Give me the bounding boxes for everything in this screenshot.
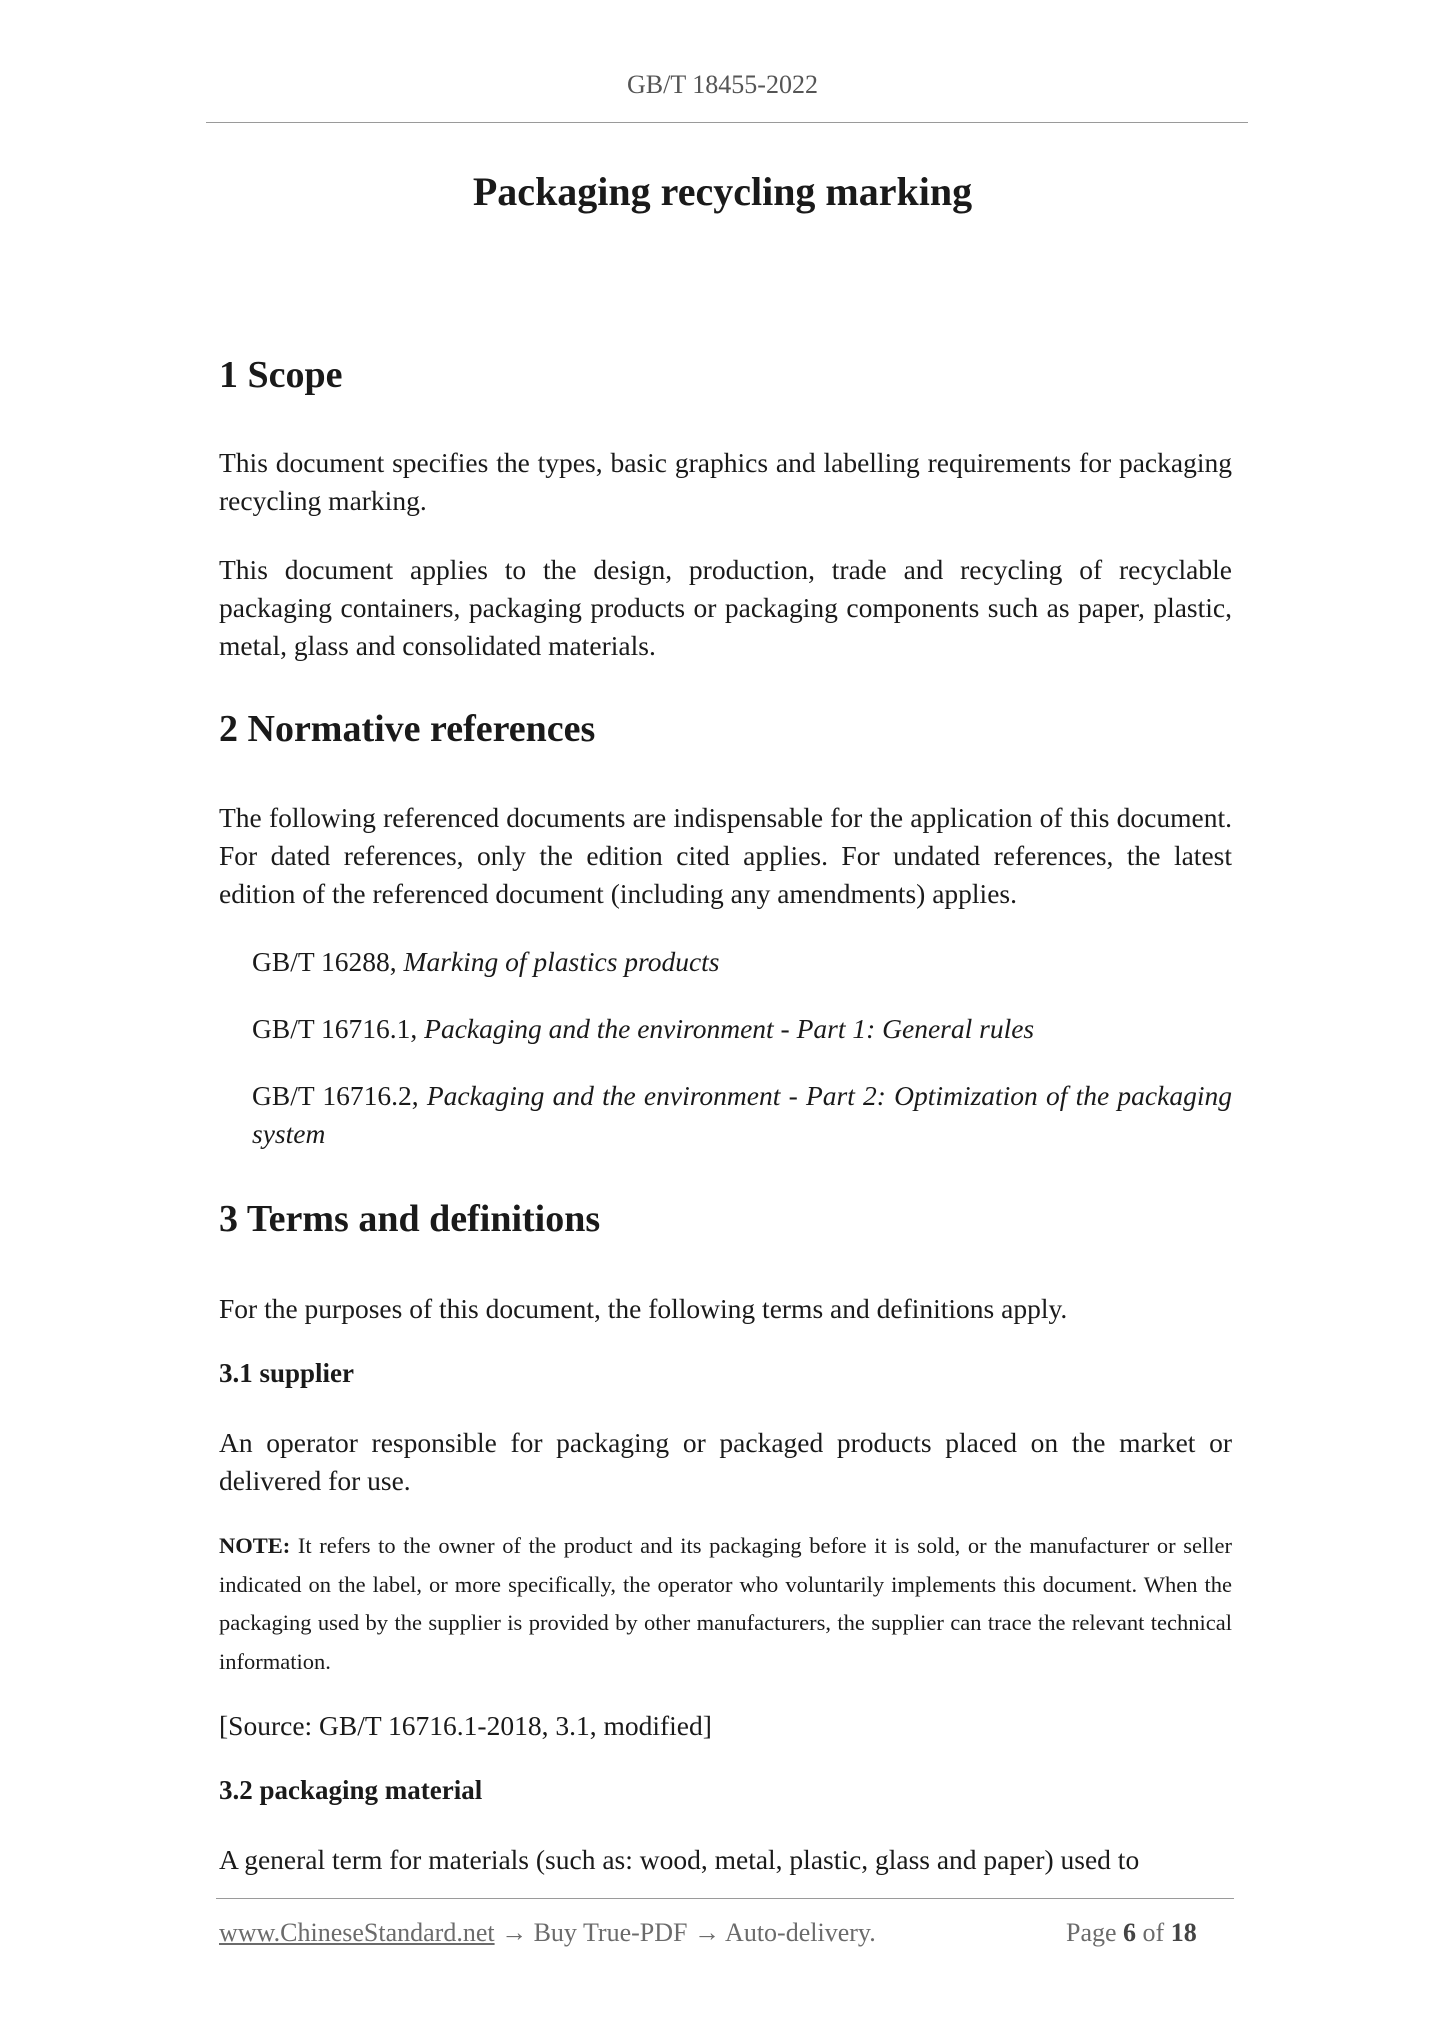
reference-title: Packaging and the environment - Part 1: General rules: [424, 1013, 1035, 1044]
term-heading-supplier: 3.1 supplier: [219, 1358, 355, 1388]
reference-title: Packaging and the environment - Part 2: Optimization of the packaging system: [252, 1080, 1232, 1149]
reference-item: [252, 1077, 1232, 1153]
terms-intro: For the purposes of this document, the following terms and definitions apply.: [219, 1293, 1068, 1324]
promo-text: → Buy True-PDF → Auto-delivery.: [494, 1918, 876, 1947]
page-indicator: [1066, 1918, 1197, 1948]
term-definition-supplier: An operator responsible for packaging or packaged products placed on the market or delivered for use.: [219, 1427, 1232, 1496]
scope-paragraph-1: This document specifies the types, basic graphics and labelling requirements for packaging recycling marking.: [219, 447, 1232, 516]
header-divider: [206, 122, 1248, 123]
reference-code: GB/T 16716.1,: [252, 1013, 425, 1044]
term-note-supplier: [219, 1527, 1232, 1681]
note-text: It refers to the owner of the product and its packaging before it is sold, or the manufacturer or seller indicated on the label, or more specifically, the operator who voluntarily implements this document. When the packaging used by the supplier is provided by other manufacturers, the supplier can trace the relevant technical information.: [219, 1533, 1232, 1674]
header-standard-code: GB/T 18455-2022: [627, 70, 818, 99]
section-scope-heading: 1 Scope: [219, 354, 343, 396]
reference-code: GB/T 16716.2,: [252, 1080, 427, 1111]
page-current: 6: [1123, 1918, 1137, 1947]
footer-promo: [219, 1918, 876, 1948]
reference-title: Marking of plastics products: [403, 946, 720, 977]
reference-item: [252, 943, 1232, 981]
section-terms-heading: 3 Terms and definitions: [219, 1198, 601, 1240]
footer-divider: [216, 1898, 1234, 1899]
site-link[interactable]: www.ChineseStandard.net: [219, 1918, 495, 1947]
document-title: Packaging recycling marking: [472, 169, 973, 214]
note-label: NOTE:: [219, 1533, 291, 1558]
normative-intro: The following referenced documents are indispensable for the application of this document. For dated references, only the edition cited applies. For undated references, the latest edition of the referenced document (including any amendments) applies.: [219, 802, 1232, 909]
page-total: 18: [1170, 1918, 1197, 1947]
term-heading-packaging-material: 3.2 packaging material: [219, 1775, 483, 1805]
term-source-supplier: [Source: GB/T 16716.1-2018, 3.1, modified]: [219, 1710, 712, 1741]
scope-paragraph-2: This document applies to the design, production, trade and recycling of recyclable packaging containers, packaging products or packaging components such as paper, plastic, metal, glass and consolidated materials.: [219, 554, 1232, 661]
reference-item: [252, 1010, 1232, 1048]
section-normative-heading: 2 Normative references: [219, 708, 596, 750]
page-label: Page: [1066, 1918, 1117, 1947]
term-definition-packaging-material: A general term for materials (such as: wood, metal, plastic, glass and paper) used to: [219, 1844, 1140, 1875]
reference-code: GB/T 16288,: [252, 946, 404, 977]
page-of: of: [1142, 1918, 1165, 1947]
